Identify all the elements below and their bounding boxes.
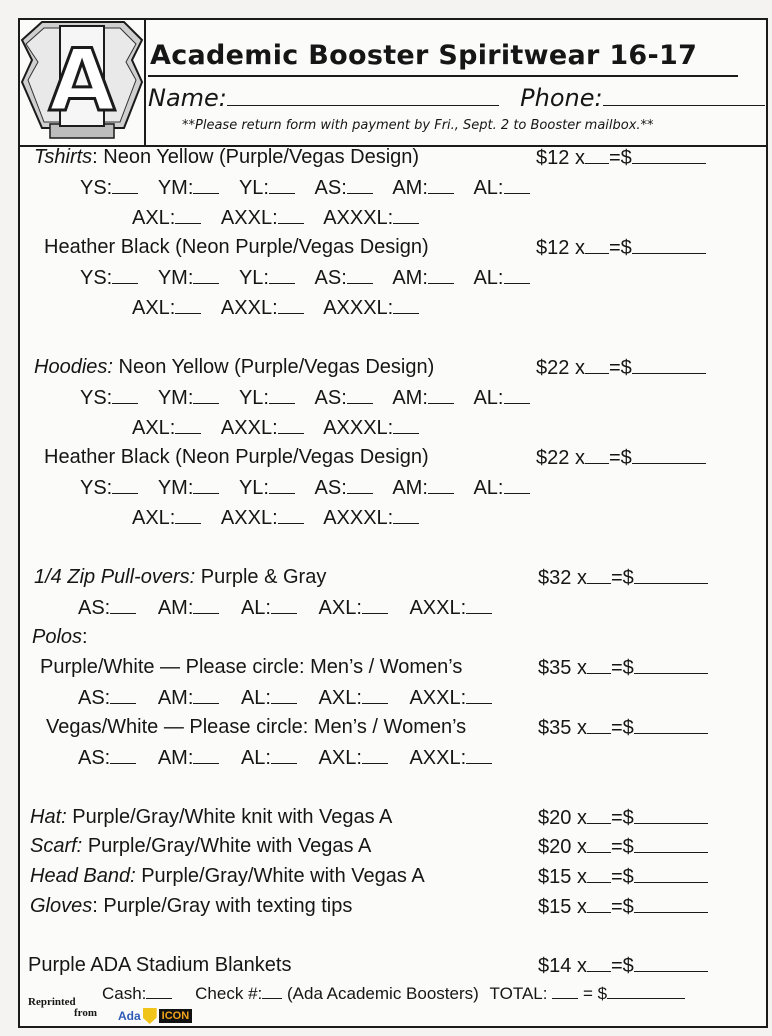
size-axxxl-field[interactable]	[393, 506, 419, 524]
amount-field[interactable]	[632, 446, 706, 464]
price: $22	[536, 357, 570, 379]
tshirt-neon-line: Tshirts: Neon Yellow (Purple/Vegas Design)	[34, 146, 420, 168]
amount-field[interactable]	[632, 236, 706, 254]
size-as: AS:	[78, 687, 111, 709]
zip-line	[34, 566, 326, 589]
gloves-label: Gloves	[30, 895, 93, 917]
amount-field[interactable]	[634, 806, 708, 824]
amount-field[interactable]	[634, 835, 708, 853]
size-axxl: AXXL:	[220, 417, 278, 439]
size-axl: AXL:	[132, 507, 176, 529]
adult-size-row	[78, 596, 492, 620]
size-ys: YS:	[80, 387, 113, 409]
size-axxl-field[interactable]	[278, 296, 304, 314]
tshirt-neon-price-row: $12 x =$	[536, 146, 706, 170]
qty-field[interactable]	[587, 716, 611, 734]
polos-label: Polos	[32, 626, 83, 648]
size-am: AM:	[392, 177, 428, 199]
price: $20	[538, 807, 572, 829]
amount-field[interactable]	[634, 895, 708, 913]
qty-field[interactable]	[585, 446, 609, 464]
size-al-field[interactable]	[504, 476, 530, 494]
headband-label: Head Band:	[30, 865, 136, 887]
hoodie-black-price-row: $22 x =$	[536, 446, 706, 470]
size-ym: YM:	[157, 477, 194, 499]
size-al-field[interactable]	[271, 596, 297, 614]
size-ym: YM:	[157, 177, 194, 199]
qty-field[interactable]	[585, 236, 609, 254]
size-am-field[interactable]	[428, 176, 454, 194]
hat-desc: Purple/Gray/White knit with Vegas A	[72, 806, 393, 828]
qty-field[interactable]	[587, 835, 611, 853]
size-ym-field[interactable]	[193, 476, 219, 494]
logo-letter: A	[48, 31, 116, 131]
size-yl: YL:	[238, 177, 269, 199]
amount-field[interactable]	[634, 656, 708, 674]
price: $12	[536, 237, 570, 259]
price: $35	[538, 717, 572, 739]
blankets-price-row: $14 x =$	[538, 954, 708, 978]
qty-field[interactable]	[587, 954, 611, 972]
hat-price-row: $20 x =$	[538, 806, 708, 830]
qty-field[interactable]	[587, 895, 611, 913]
check-label: Check #:	[195, 984, 263, 1003]
tshirt-black-desc: Heather Black (Neon Purple/Vegas Design)	[44, 236, 429, 258]
size-am: AM:	[392, 387, 428, 409]
headband-price-row: $15 x =$	[538, 865, 708, 889]
size-axxxl-field[interactable]	[393, 206, 419, 224]
size-al: AL:	[473, 177, 504, 199]
size-am-field[interactable]	[428, 266, 454, 284]
size-axxl: AXXL:	[409, 597, 467, 619]
adult-size-row	[78, 746, 492, 770]
hat-label: Hat:	[30, 806, 67, 828]
amount-field[interactable]	[634, 954, 708, 972]
size-axxl: AXXL:	[220, 297, 278, 319]
size-ym: YM:	[157, 267, 194, 289]
size-as-field[interactable]	[347, 476, 373, 494]
ext-size-row	[132, 206, 419, 230]
size-as-field[interactable]	[347, 386, 373, 404]
size-am: AM:	[157, 597, 194, 619]
order-form	[18, 18, 768, 1028]
size-am: AM:	[392, 477, 428, 499]
size-axl-field[interactable]	[362, 686, 388, 704]
size-al: AL:	[473, 267, 504, 289]
size-axl-field[interactable]	[362, 746, 388, 764]
size-ys: YS:	[80, 267, 113, 289]
hoodie-neon-line	[34, 356, 434, 379]
size-axxl-field[interactable]	[466, 596, 492, 614]
scarf-desc: Purple/Gray/White with Vegas A	[87, 835, 372, 857]
size-as: AS:	[78, 597, 111, 619]
gloves-price-row: $15 x =$	[538, 895, 708, 919]
size-axl-field[interactable]	[175, 296, 201, 314]
size-al-field[interactable]	[271, 746, 297, 764]
a-logo	[20, 20, 146, 145]
amount-field[interactable]	[632, 146, 706, 164]
size-al-field[interactable]	[504, 266, 530, 284]
size-am: AM:	[157, 687, 194, 709]
size-al-field[interactable]	[271, 686, 297, 704]
contact-row	[148, 84, 765, 112]
size-axxl: AXXL:	[409, 747, 467, 769]
size-axl: AXL:	[132, 417, 176, 439]
size-row	[80, 176, 530, 200]
scarf-label: Scarf:	[30, 835, 83, 857]
size-yl-field[interactable]	[269, 266, 295, 284]
qty-field[interactable]	[587, 566, 611, 584]
size-axl: AXL:	[318, 597, 362, 619]
size-yl-field[interactable]	[269, 476, 295, 494]
size-as: AS:	[314, 267, 347, 289]
size-as-field[interactable]	[347, 176, 373, 194]
polo-purple-price-row: $35 x =$	[538, 656, 708, 680]
blankets-desc: Purple ADA Stadium Blankets	[28, 954, 292, 976]
size-row	[80, 386, 530, 410]
hoodies-label: Hoodies:	[34, 356, 113, 378]
price: $22	[536, 447, 570, 469]
cash-label: Cash:	[102, 984, 147, 1003]
size-as: AS:	[314, 477, 347, 499]
size-am-field[interactable]	[428, 386, 454, 404]
size-axxxl: AXXXL:	[323, 297, 394, 319]
size-ym-field[interactable]	[193, 386, 219, 404]
size-am-field[interactable]	[193, 686, 219, 704]
amount-field[interactable]	[634, 566, 708, 584]
size-ys: YS:	[80, 177, 113, 199]
size-ys-field[interactable]	[112, 176, 138, 194]
size-ym-field[interactable]	[193, 176, 219, 194]
name-label: Name:	[148, 84, 227, 112]
polo-vegas-desc: Vegas/White — Please circle: Men’s / Women’s	[46, 716, 467, 738]
price: $12	[536, 147, 570, 169]
price: $32	[538, 567, 572, 589]
size-axxxl-field[interactable]	[393, 416, 419, 434]
amount-field[interactable]	[632, 356, 706, 374]
price: $15	[538, 866, 572, 888]
hoodie-black-line	[44, 446, 429, 469]
qty-field[interactable]	[585, 146, 609, 164]
hoodie-neon-desc: Neon Yellow (Purple/Vegas Design)	[118, 356, 435, 378]
ext-size-row	[132, 296, 419, 320]
polo-vegas-price-row: $35 x =$	[538, 716, 708, 740]
size-axxxl: AXXXL:	[323, 207, 394, 229]
size-row	[80, 266, 530, 290]
scarf-price-row: $20 x =$	[538, 835, 708, 859]
size-am-field[interactable]	[193, 746, 219, 764]
size-al: AL:	[240, 747, 271, 769]
size-as-field[interactable]	[347, 266, 373, 284]
qty-field[interactable]	[587, 865, 611, 883]
size-as-field[interactable]	[110, 746, 136, 764]
payable-to: (Ada Academic Boosters)	[286, 984, 479, 1003]
zip-price-row: $32 x =$	[538, 566, 708, 590]
size-axl-field[interactable]	[175, 416, 201, 434]
size-am-field[interactable]	[193, 596, 219, 614]
tshirt-black-price-row: $12 x =$	[536, 236, 706, 260]
size-axxxl-field[interactable]	[393, 296, 419, 314]
zip-label: 1/4 Zip Pull-overs:	[34, 566, 196, 588]
size-as: AS:	[314, 387, 347, 409]
return-notice: **Please return form with payment by Fri., Sept. 2 to Booster mailbox.**	[182, 118, 654, 133]
size-axl: AXL:	[132, 207, 176, 229]
size-am-field[interactable]	[428, 476, 454, 494]
qty-field[interactable]	[585, 356, 609, 374]
price: $20	[538, 836, 572, 858]
size-axl-field[interactable]	[362, 596, 388, 614]
polo-purple-desc: Purple/White — Please circle: Men’s / Women’s	[40, 656, 463, 678]
size-am: AM:	[157, 747, 194, 769]
size-ys-field[interactable]	[112, 266, 138, 284]
size-ym-field[interactable]	[193, 266, 219, 284]
size-row	[80, 476, 530, 500]
ada-icon-logo: Ada ICON	[118, 1006, 192, 1026]
shield-icon	[143, 1008, 157, 1024]
size-al: AL:	[473, 477, 504, 499]
size-as-field[interactable]	[110, 686, 136, 704]
size-axxl: AXXL:	[220, 207, 278, 229]
size-axxl-field[interactable]	[278, 506, 304, 524]
tshirt-neon-desc: Neon Yellow (Purple/Vegas Design)	[103, 146, 420, 168]
size-al-field[interactable]	[504, 176, 530, 194]
price: $35	[538, 657, 572, 679]
form-title: Academic Booster Spiritwear 16-17	[150, 40, 698, 71]
size-ys-field[interactable]	[112, 476, 138, 494]
size-al: AL:	[240, 687, 271, 709]
size-yl-field[interactable]	[269, 386, 295, 404]
total-label: TOTAL:	[489, 984, 548, 1003]
headband-desc: Purple/Gray/White with Vegas A	[141, 865, 425, 887]
size-axxl-field[interactable]	[278, 206, 304, 224]
size-al: AL:	[240, 597, 271, 619]
size-as-field[interactable]	[110, 596, 136, 614]
polos-heading: Polos:	[32, 626, 88, 648]
size-yl: YL:	[238, 477, 269, 499]
size-as: AS:	[314, 177, 347, 199]
size-yl-field[interactable]	[269, 176, 295, 194]
size-axxl-field[interactable]	[466, 746, 492, 764]
tshirt-black-line	[44, 236, 429, 259]
hat-line	[30, 806, 392, 829]
size-axxl-field[interactable]	[466, 686, 492, 704]
price: $15	[538, 896, 572, 918]
size-axxl: AXXL:	[409, 687, 467, 709]
size-al: AL:	[473, 387, 504, 409]
size-axl-field[interactable]	[175, 206, 201, 224]
gloves-desc: Purple/Gray with texting tips	[103, 895, 353, 917]
title-underline	[148, 75, 738, 77]
qty-field[interactable]	[587, 656, 611, 674]
size-axl: AXL:	[132, 297, 176, 319]
form-header	[20, 20, 766, 147]
blankets-line	[28, 954, 291, 977]
size-axxxl: AXXXL:	[323, 417, 394, 439]
ext-size-row	[132, 416, 419, 440]
size-as: AS:	[78, 747, 111, 769]
cash-field[interactable]	[146, 984, 172, 999]
price: $14	[538, 955, 572, 977]
ext-size-row	[132, 506, 419, 530]
polo-vegas-line	[46, 716, 466, 739]
size-am: AM:	[392, 267, 428, 289]
size-yl: YL:	[238, 387, 269, 409]
amount-field[interactable]	[634, 716, 708, 734]
size-yl: YL:	[238, 267, 269, 289]
adult-size-row	[78, 686, 492, 710]
payment-line: Cash: Check #: (Ada Academic Boosters) TOTAL: = $	[102, 984, 685, 1004]
gloves-line: Gloves: Purple/Gray with texting tips	[30, 895, 353, 917]
total-qty-field[interactable]	[552, 984, 578, 999]
a-logo-graphic	[20, 20, 144, 145]
size-axl: AXL:	[318, 747, 362, 769]
hoodie-neon-price-row: $22 x =$	[536, 356, 706, 380]
size-axl: AXL:	[318, 687, 362, 709]
check-number-field[interactable]	[262, 984, 282, 999]
size-ys-field[interactable]	[112, 386, 138, 404]
phone-label: Phone:	[520, 84, 603, 112]
name-field[interactable]	[227, 85, 499, 106]
size-axxxl: AXXXL:	[323, 507, 394, 529]
size-al-field[interactable]	[504, 386, 530, 404]
total-amount-field[interactable]	[607, 984, 685, 999]
hoodie-black-desc: Heather Black (Neon Purple/Vegas Design)	[44, 446, 429, 468]
scarf-line	[30, 835, 371, 858]
size-ys: YS:	[80, 477, 113, 499]
qty-field[interactable]	[587, 806, 611, 824]
size-axl-field[interactable]	[175, 506, 201, 524]
amount-field[interactable]	[634, 865, 708, 883]
size-ym: YM:	[157, 387, 194, 409]
reprint-credit: Reprinted from	[28, 996, 98, 1019]
phone-field[interactable]	[603, 85, 765, 106]
size-axxl: AXXL:	[220, 507, 278, 529]
tshirts-label: Tshirts	[34, 146, 93, 168]
size-axxl-field[interactable]	[278, 416, 304, 434]
polo-purple-line	[40, 656, 462, 679]
headband-line	[30, 865, 425, 888]
zip-desc: Purple & Gray	[200, 566, 327, 588]
